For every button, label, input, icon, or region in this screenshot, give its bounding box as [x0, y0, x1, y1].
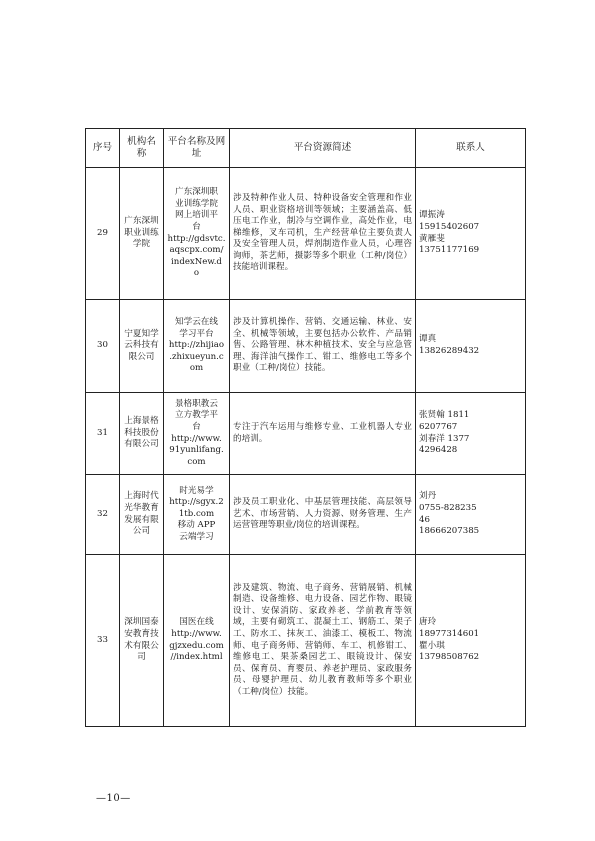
- table-row: [86, 168, 526, 300]
- table-row: [86, 555, 526, 727]
- contact-line: 18666207385: [419, 526, 480, 537]
- row-platform: [164, 555, 230, 727]
- contact-line: 唐玲: [419, 617, 437, 628]
- platform-line: 91yunlifang.: [169, 445, 224, 456]
- platform-line: 景格职教云: [175, 398, 218, 409]
- row-contact: [416, 475, 526, 555]
- contact-line: 13751177169: [419, 245, 480, 256]
- contact-line: 0755-828235: [419, 502, 477, 513]
- row-desc: 专注于汽车运用与维修专业、工业机器人专业的培训。: [230, 393, 416, 475]
- platform-line: 国医在线: [179, 617, 214, 628]
- page-number: —10—: [96, 793, 131, 804]
- platform-line: http://gdsvtc.: [167, 233, 226, 244]
- contact-line: 黄雁斐: [419, 233, 445, 244]
- platform-line: 时光易学: [179, 485, 214, 496]
- platform-line: 知学云在线: [175, 317, 218, 328]
- header-desc: 平台资源简述: [230, 129, 416, 168]
- platform-line: http://sgyx.2: [169, 497, 224, 508]
- platform-line: 立方教学平: [175, 410, 218, 421]
- header-org: 机构名称: [120, 129, 164, 168]
- platform-line: http://www.: [171, 433, 222, 444]
- platform-line: 广东深圳职: [175, 187, 218, 198]
- row-desc: 涉及特种作业人员、特种设备安全管理和作业人员、职业资格培训等领域；主要涵盖高、低压电工作业，制冷与空调作业，高处作业，电梯维修，叉车司机，生产经营单位主要负责人及安全管理人员，焊剂制造作业人员，心理咨询师，茶艺师，摄影等多个职业（工种/岗位）技能培训课程。: [230, 168, 416, 300]
- platform-line: 云端学习: [179, 531, 214, 542]
- row-contact: [416, 393, 526, 475]
- header-no: 序号: [86, 129, 120, 168]
- platform-line: 网上培训平: [175, 210, 218, 221]
- row-platform: [164, 393, 230, 475]
- contact-line: 46: [419, 514, 430, 525]
- resource-table: [85, 128, 526, 727]
- platform-line: 1tb.com: [178, 508, 215, 519]
- row-desc: 涉及员工职业化、中基层管理技能、高层领导艺术、市场营销、人力资源、财务管理、生产运营管理等职业/岗位的培训课程。: [230, 475, 416, 555]
- platform-line: om: [189, 363, 204, 374]
- row-org: 广东深圳职业训练学院: [120, 168, 164, 300]
- contact-line: 谭振涛: [419, 210, 445, 221]
- platform-line: 学习平台: [179, 328, 214, 339]
- platform-line: 业训练学院: [175, 198, 218, 209]
- row-org: 上海景格科技股份有限公司: [120, 393, 164, 475]
- contact-line: 4296428: [419, 445, 458, 456]
- row-org: 上海时代光华教育发展有限公司: [120, 475, 164, 555]
- platform-line: .zhixueyun.c: [169, 351, 224, 362]
- platform-line: 台: [192, 221, 201, 232]
- row-no: 33: [86, 555, 120, 727]
- row-desc: 涉及建筑、物流、电子商务、营销展销、机械制造、设备维修、电力设备、园艺作物、眼镜设计、安保消防、家政养老、学前教育等领域，主要有砌筑工、混凝土工、钢筋工、架子工、防水工、抹灰工、油漆工、模板工、物流师、电子商务师、营销师、车工、机修钳工、维修电工、果茶桑园艺工、眼镜设计、保安员、保育员、育婴员、养老护理员、家政服务员、母婴护理员、幼儿教育教师等多个职业（工种/岗位）技能。: [230, 555, 416, 727]
- row-contact: [416, 168, 526, 300]
- header-platform: 平台名称及网址: [164, 129, 230, 168]
- contact-line: 18977314601: [419, 628, 480, 639]
- row-no: 32: [86, 475, 120, 555]
- row-desc: 涉及计算机操作、营销、交通运输、林业、安全、机械等领域，主要包括办公软件、产品销售、公路管理、林木种植技术、安全与应急管理、海洋油气操作工、钳工、维修电工等多个职业（工种/岗位）技能。: [230, 300, 416, 393]
- platform-line: //index.html: [170, 652, 223, 663]
- row-no: 30: [86, 300, 120, 393]
- contact-line: 刘丹: [419, 491, 437, 502]
- contact-line: 谭真: [419, 334, 437, 345]
- platform-line: o: [193, 268, 200, 279]
- contact-line: 13798508762: [419, 652, 480, 663]
- platform-line: gjzxedu.com: [169, 640, 224, 651]
- table-header-row: [86, 129, 526, 168]
- row-no: 31: [86, 393, 120, 475]
- contact-line: 刘春洋 1377: [419, 433, 470, 444]
- row-platform: [164, 168, 230, 300]
- table-row: [86, 393, 526, 475]
- platform-line: 台: [192, 421, 201, 432]
- row-contact: [416, 300, 526, 393]
- contact-line: 瞿小琪: [419, 640, 445, 651]
- platform-line: http://www.: [171, 628, 222, 639]
- row-platform: [164, 475, 230, 555]
- contact-line: 6207767: [419, 421, 458, 432]
- contact-line: 张贤翰 1811: [419, 410, 470, 421]
- platform-line: http://zhijiao: [168, 340, 225, 351]
- row-contact: [416, 555, 526, 727]
- contact-line: 13826289432: [419, 346, 480, 356]
- table-row: [86, 300, 526, 393]
- row-platform: [164, 300, 230, 393]
- row-org: 深圳国泰安教育技术有限公司: [120, 555, 164, 727]
- header-contact: 联系人: [416, 129, 526, 168]
- platform-line: 移动 APP: [177, 520, 216, 531]
- platform-line: com: [187, 456, 206, 467]
- platform-line: indexNew.d: [171, 256, 222, 267]
- row-no: 29: [86, 168, 120, 300]
- row-org: 宁夏知学云科技有限公司: [120, 300, 164, 393]
- contact-line: 15915402607: [419, 221, 480, 232]
- platform-line: aqscpx.com/: [169, 245, 224, 256]
- table-row: [86, 475, 526, 555]
